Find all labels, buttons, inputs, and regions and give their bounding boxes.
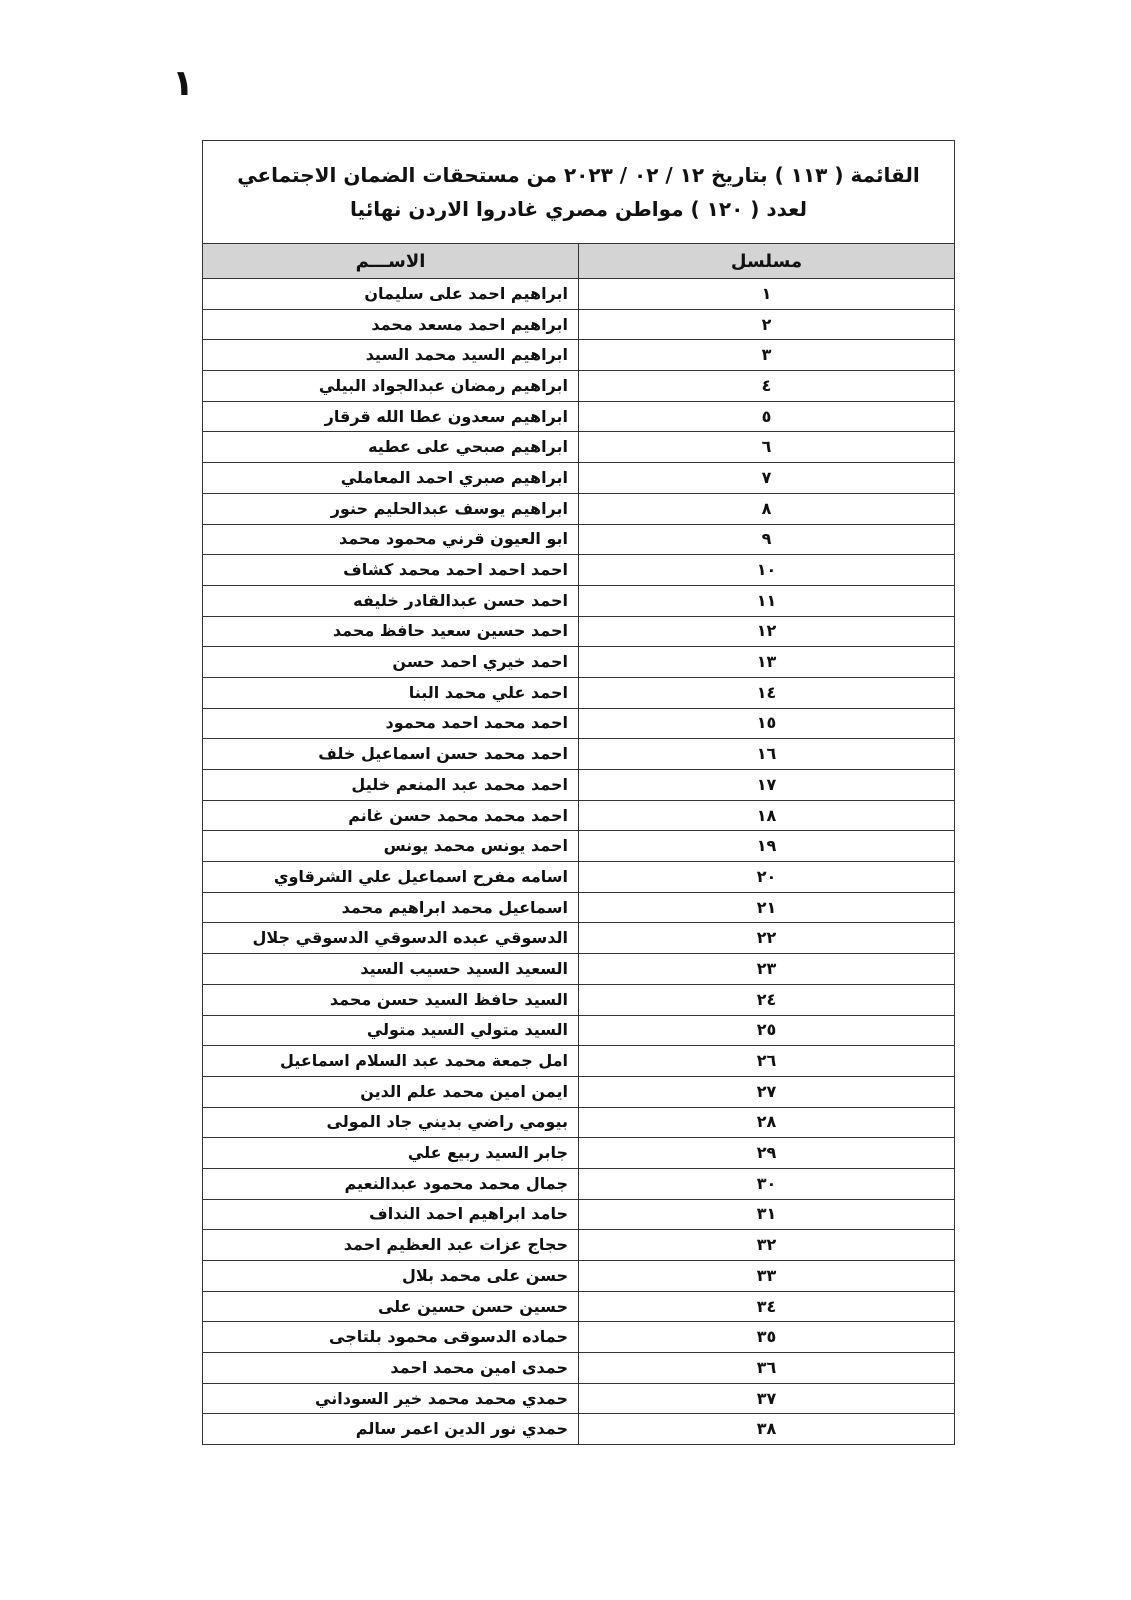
table-row: [203, 616, 955, 647]
table-row: [203, 585, 955, 616]
table-body: [203, 279, 955, 1445]
title-line-1: القائمة ( ١١٣ ) بتاريخ ١٢ / ٠٢ / ٢٠٢٣ من مستحقات الضمان الاجتماعي: [237, 163, 920, 187]
row-serial: ١١: [579, 585, 955, 616]
title-row: [203, 141, 955, 244]
row-serial: ٣٦: [579, 1353, 955, 1384]
row-serial: ١٨: [579, 800, 955, 831]
row-name: حمدي نور الدين اعمر سالم: [203, 1414, 579, 1445]
title-line-2: لعدد ( ١٢٠ ) مواطن مصري غادروا الاردن نهائيا: [350, 197, 807, 221]
row-name: ابراهيم احمد على سليمان: [203, 279, 579, 310]
row-name: بيومي راضي بديني جاد المولى: [203, 1107, 579, 1138]
table-row: [203, 1291, 955, 1322]
beneficiaries-table: [202, 140, 955, 1445]
table-row: [203, 371, 955, 402]
table-row: [203, 1076, 955, 1107]
row-name: امل جمعة محمد عبد السلام اسماعيل: [203, 1046, 579, 1077]
row-name: السعيد السيد حسيب السيد: [203, 954, 579, 985]
row-serial: ٧: [579, 463, 955, 494]
row-serial: ٢١: [579, 892, 955, 923]
row-name: حسن على محمد بلال: [203, 1261, 579, 1292]
table-row: [203, 1322, 955, 1353]
row-name: ابراهيم صبحي على عطيه: [203, 432, 579, 463]
row-name: حمدى امين محمد احمد: [203, 1353, 579, 1384]
row-name: اسامه مفرح اسماعيل علي الشرقاوي: [203, 862, 579, 893]
row-serial: ١٣: [579, 647, 955, 678]
row-name: ابراهيم احمد مسعد محمد: [203, 309, 579, 340]
row-name: السيد حافظ السيد حسن محمد: [203, 984, 579, 1015]
row-serial: ١٢: [579, 616, 955, 647]
row-serial: ٢٨: [579, 1107, 955, 1138]
row-serial: ١٤: [579, 677, 955, 708]
row-name: الدسوقي عبده الدسوقي الدسوقي جلال: [203, 923, 579, 954]
row-serial: ٢٠: [579, 862, 955, 893]
name-column-header: الاســـم: [203, 244, 579, 279]
row-serial: ٣٧: [579, 1383, 955, 1414]
table-row: [203, 677, 955, 708]
row-serial: ٣٢: [579, 1230, 955, 1261]
row-serial: ١٥: [579, 708, 955, 739]
row-name: حامد ابراهيم احمد النداف: [203, 1199, 579, 1230]
row-name: السيد متولي السيد متولي: [203, 1015, 579, 1046]
table-row: [203, 432, 955, 463]
table-row: [203, 984, 955, 1015]
row-name: حجاج عزات عبد العظيم احمد: [203, 1230, 579, 1261]
table-header-row: [203, 244, 955, 279]
table-row: [203, 862, 955, 893]
row-name: ابراهيم السيد محمد السيد: [203, 340, 579, 371]
row-serial: ٢٧: [579, 1076, 955, 1107]
table-row: [203, 1107, 955, 1138]
table-row: [203, 524, 955, 555]
table-row: [203, 647, 955, 678]
row-serial: ٨: [579, 493, 955, 524]
row-name: حسين حسن حسين على: [203, 1291, 579, 1322]
page-number: ١: [172, 63, 194, 104]
table-row: [203, 1414, 955, 1445]
table-row: [203, 1046, 955, 1077]
table-row: [203, 279, 955, 310]
table-row: [203, 739, 955, 770]
row-serial: ٦: [579, 432, 955, 463]
row-name: ابو العيون قرني محمود محمد: [203, 524, 579, 555]
table-row: [203, 309, 955, 340]
table-row: [203, 340, 955, 371]
row-serial: ٤: [579, 371, 955, 402]
row-serial: ١٩: [579, 831, 955, 862]
row-serial: ٣: [579, 340, 955, 371]
row-name: احمد محمد حسن اسماعيل خلف: [203, 739, 579, 770]
row-serial: ٢: [579, 309, 955, 340]
row-name: احمد احمد احمد محمد كشاف: [203, 555, 579, 586]
row-name: ايمن امين محمد علم الدين: [203, 1076, 579, 1107]
table-row: [203, 1015, 955, 1046]
table-row: [203, 1383, 955, 1414]
row-serial: ٢٦: [579, 1046, 955, 1077]
table-row: [203, 708, 955, 739]
table-row: [203, 493, 955, 524]
row-name: جابر السيد ربيع علي: [203, 1138, 579, 1169]
table-row: [203, 892, 955, 923]
row-name: ابراهيم يوسف عبدالحليم حنور: [203, 493, 579, 524]
row-name: ابراهيم صبري احمد المعاملي: [203, 463, 579, 494]
row-name: ابراهيم سعدون عطا الله قرقار: [203, 401, 579, 432]
row-name: احمد محمد محمد حسن غانم: [203, 800, 579, 831]
row-serial: ٢٤: [579, 984, 955, 1015]
row-serial: ٣٨: [579, 1414, 955, 1445]
row-serial: ٣٤: [579, 1291, 955, 1322]
row-serial: ٢٥: [579, 1015, 955, 1046]
row-name: احمد يونس محمد يونس: [203, 831, 579, 862]
row-name: احمد محمد عبد المنعم خليل: [203, 770, 579, 801]
row-serial: ١: [579, 279, 955, 310]
row-serial: ٥: [579, 401, 955, 432]
row-serial: ٣١: [579, 1199, 955, 1230]
row-name: احمد حسين سعيد حافظ محمد: [203, 616, 579, 647]
row-name: احمد حسن عبدالقادر خليفه: [203, 585, 579, 616]
row-name: احمد خيري احمد حسن: [203, 647, 579, 678]
row-serial: ٩: [579, 524, 955, 555]
row-name: احمد علي محمد البنا: [203, 677, 579, 708]
row-serial: ٢٩: [579, 1138, 955, 1169]
table-row: [203, 770, 955, 801]
row-serial: ٣٥: [579, 1322, 955, 1353]
table-row: [203, 1168, 955, 1199]
table-row: [203, 1138, 955, 1169]
table-row: [203, 1353, 955, 1384]
serial-column-header: مسلسل: [579, 244, 955, 279]
list-title: [203, 141, 955, 244]
table-row: [203, 555, 955, 586]
table-row: [203, 1230, 955, 1261]
row-name: جمال محمد محمود عبدالنعيم: [203, 1168, 579, 1199]
row-name: حمدي محمد محمد خير السوداني: [203, 1383, 579, 1414]
table-row: [203, 1199, 955, 1230]
table-row: [203, 1261, 955, 1292]
table-row: [203, 831, 955, 862]
row-name: احمد محمد احمد محمود: [203, 708, 579, 739]
table-row: [203, 923, 955, 954]
row-serial: ٣٣: [579, 1261, 955, 1292]
row-serial: ١٠: [579, 555, 955, 586]
table-row: [203, 463, 955, 494]
row-serial: ٢٢: [579, 923, 955, 954]
table-row: [203, 401, 955, 432]
row-serial: ١٦: [579, 739, 955, 770]
table-row: [203, 954, 955, 985]
row-serial: ٣٠: [579, 1168, 955, 1199]
row-name: ابراهيم رمضان عبدالجواد البيلي: [203, 371, 579, 402]
row-serial: ٢٣: [579, 954, 955, 985]
row-serial: ١٧: [579, 770, 955, 801]
table-row: [203, 800, 955, 831]
row-name: اسماعيل محمد ابراهيم محمد: [203, 892, 579, 923]
row-name: حماده الدسوقى محمود بلتاجى: [203, 1322, 579, 1353]
